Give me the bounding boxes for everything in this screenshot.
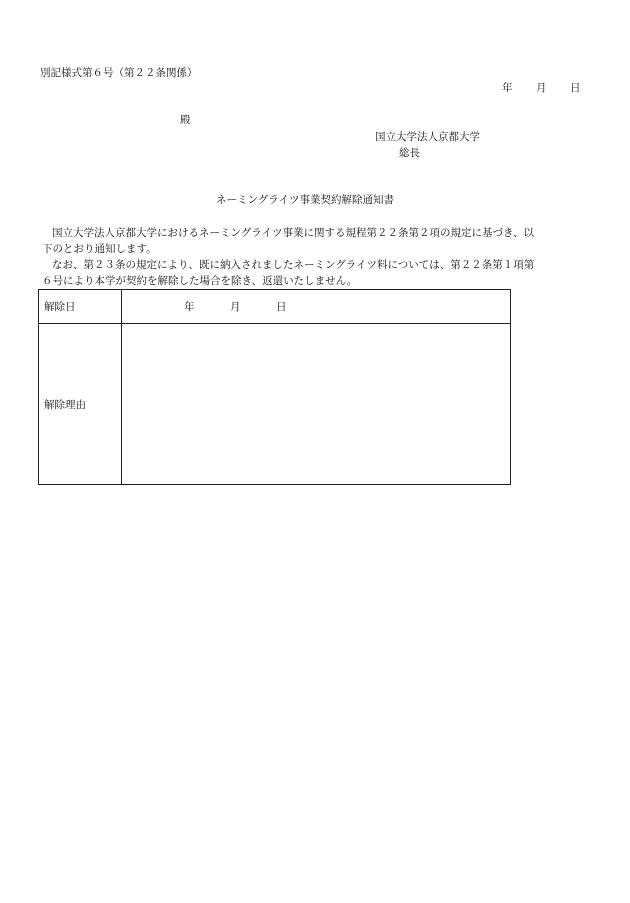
issuer-organization: 国立大学法人京都大学 — [375, 131, 480, 143]
paragraph-text: 国立大学法人京都大学におけるネーミングライツ事業に関する規程第２２条第２項の規定に基づき、以下のとおり通知します。 — [42, 227, 535, 255]
termination-form-table — [38, 289, 511, 485]
date-month: 月 — [536, 82, 547, 94]
termination-date-field[interactable] — [122, 290, 511, 324]
issuer-title: 総長 — [399, 147, 420, 159]
document-title: ネーミングライツ事業契約解除通知書 — [216, 194, 394, 206]
notice-date — [502, 81, 581, 95]
date-day: 日 — [570, 82, 581, 94]
date-year: 年 — [502, 82, 513, 94]
body-paragraph-2 — [42, 257, 536, 289]
paragraph-text: なお、第２３条の規定により、既に納入されましたネーミングライツ料については、第２２条第１項第６号により本学が契約を解除した場合を除き、返還いたしません。 — [42, 259, 535, 287]
termination-day: 日 — [276, 301, 287, 313]
table-row-termination-date — [39, 290, 511, 324]
termination-reason-label: 解除理由 — [39, 324, 122, 485]
body-paragraph-1 — [42, 225, 536, 257]
termination-date-label: 解除日 — [39, 290, 122, 324]
table-row-termination-reason — [39, 324, 511, 485]
termination-year: 年 — [184, 301, 195, 313]
termination-reason-field[interactable] — [122, 324, 511, 485]
addressee-suffix: 殿 — [180, 114, 191, 126]
termination-month: 月 — [230, 301, 241, 313]
form-number-label: 別記様式第６号（第２２条関係） — [40, 67, 198, 79]
